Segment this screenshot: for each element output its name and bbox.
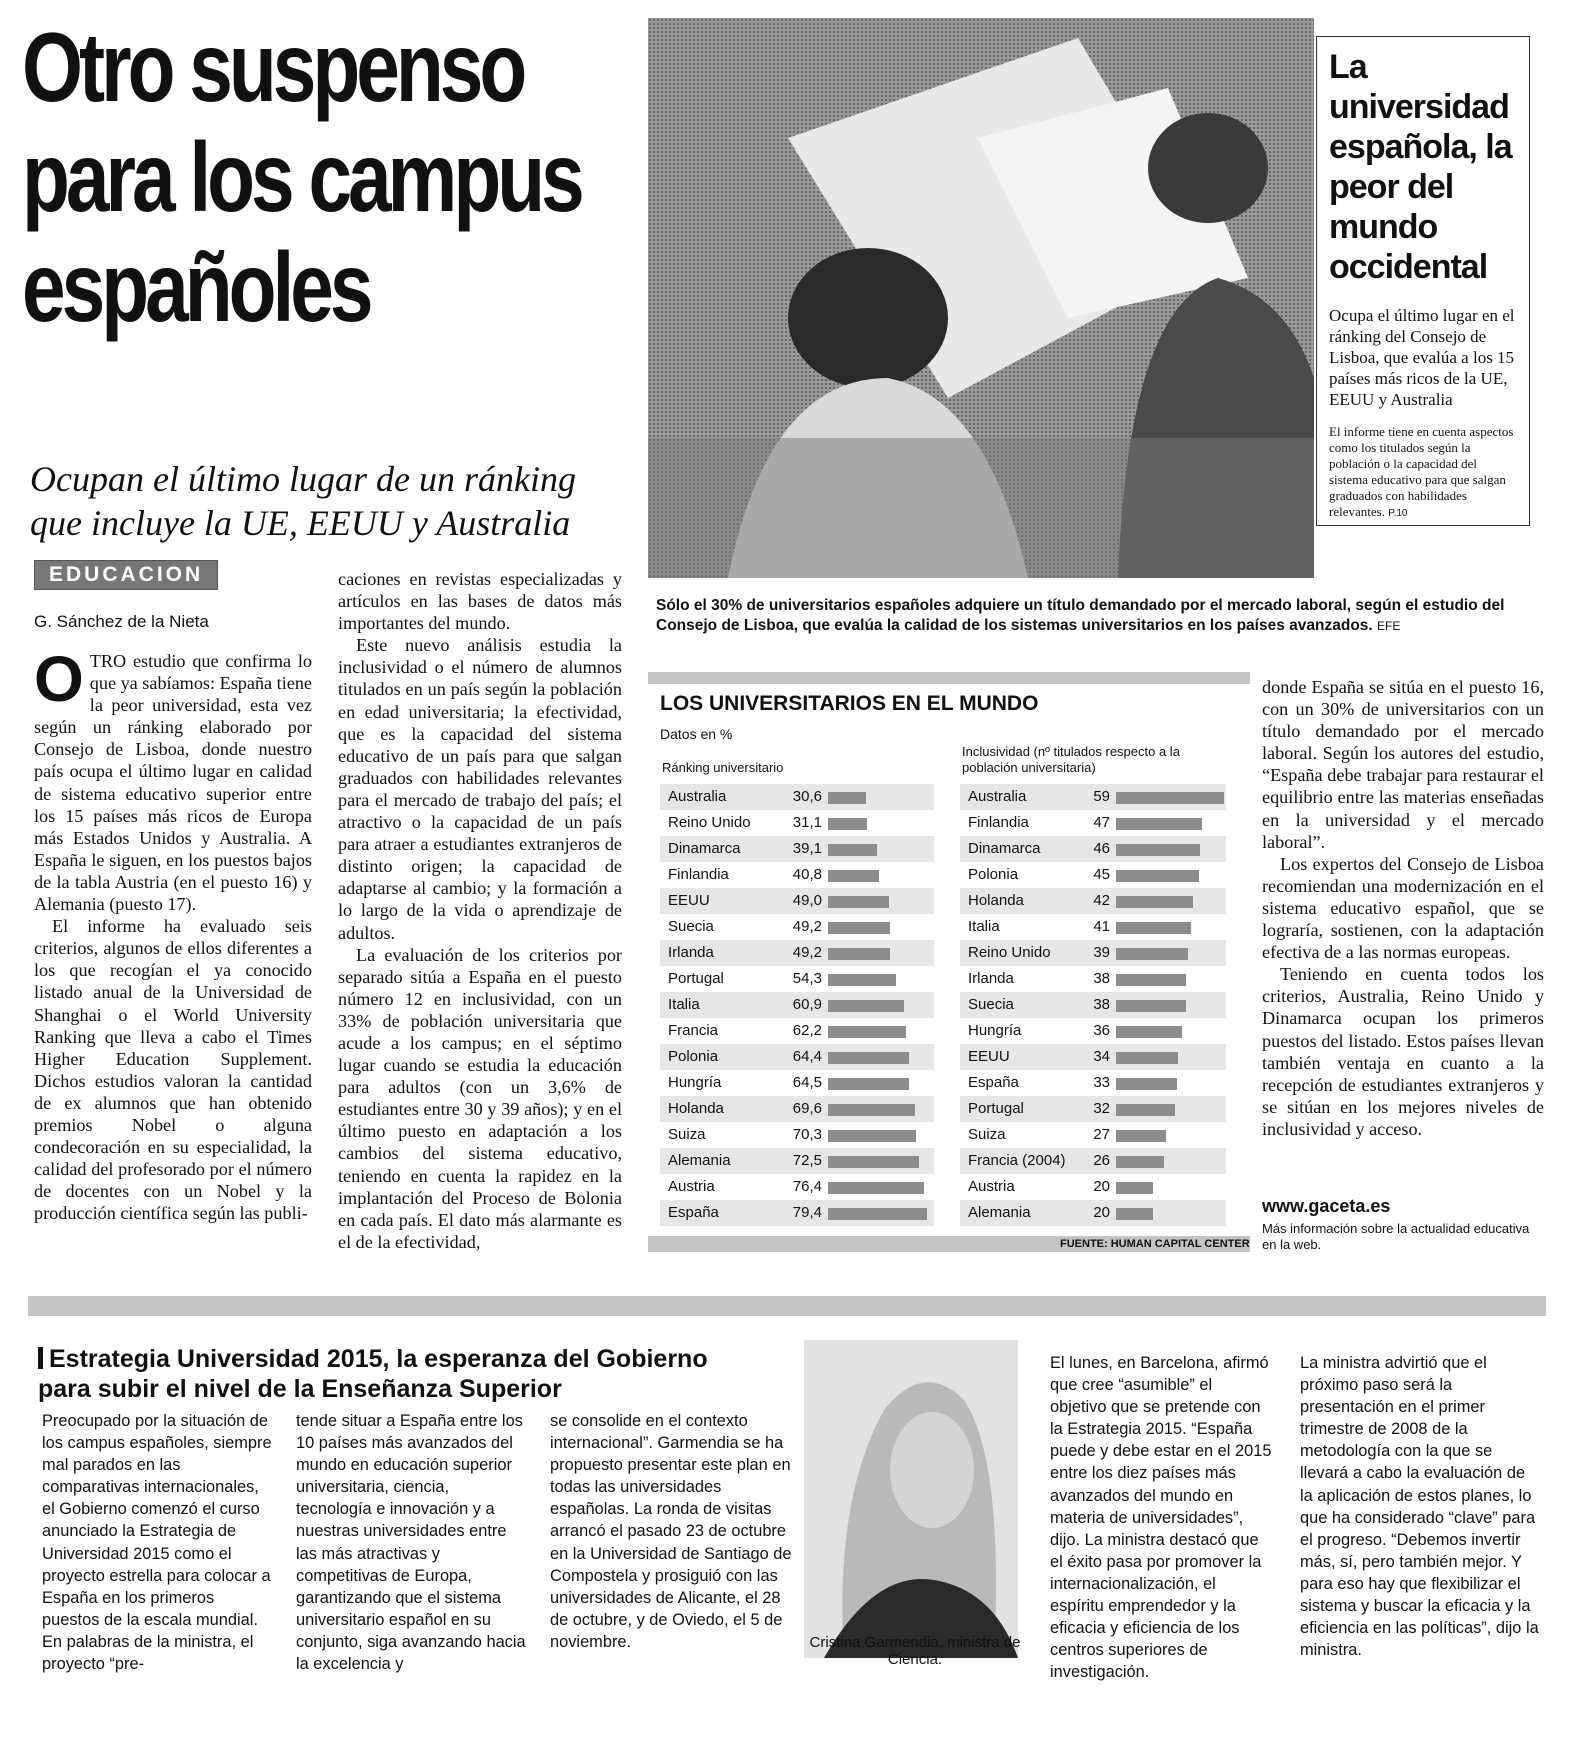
row-bar xyxy=(1116,844,1200,856)
paragraph: La ministra advirtió que el próximo paso será la presentación en el primer trimestre de 2008 de la metodología con la que se llevará a cabo la evaluación de la aplicación de estos planes, lo que ha considerado “clave” para el progreso. “Debemos invertir más, sí, pero también mejor. Y para eso hay que flexibilizar el sistema y buscar la eficacia y la eficiencia en las políticas”, dijo la ministra. xyxy=(1300,1354,1539,1660)
row-value: 33 xyxy=(1093,1074,1110,1091)
row-label: EEUU xyxy=(968,1048,1010,1065)
subheadline: Ocupan el último lugar de un ránking que incluye la UE, EEUU y Australia xyxy=(30,459,576,543)
row-label: Suiza xyxy=(968,1126,1006,1143)
bottom-headline xyxy=(38,1344,758,1404)
row-label: Finlandia xyxy=(968,814,1029,831)
row-bar xyxy=(828,948,890,960)
table-row xyxy=(660,1122,934,1148)
dropcap: O xyxy=(34,643,84,715)
row-bar xyxy=(1116,1052,1178,1064)
row-value: 39,1 xyxy=(792,840,822,857)
paragraph: caciones en revistas especializadas y artículos en las bases de datos más importantes del mundo. xyxy=(338,569,622,634)
students-photo-illustration xyxy=(648,18,1314,578)
row-label: Hungría xyxy=(668,1074,722,1091)
portrait-caption: Cristina Garmendia, ministra de Ciencia. xyxy=(809,1634,1021,1668)
row-value: 79,4 xyxy=(792,1204,822,1221)
table-row xyxy=(960,992,1226,1018)
photo-caption-text: Sólo el 30% de universitarios españoles adquiere un título demandado por el mercado laboral, según el estudio del Consejo de Lisboa, que evalúa la calidad de los sistemas universitarios en los países avanzados. xyxy=(656,597,1505,634)
row-bar xyxy=(1116,792,1224,804)
row-value: 64,4 xyxy=(792,1048,822,1065)
table-row xyxy=(660,810,934,836)
table-row xyxy=(660,1096,934,1122)
portrait-illustration xyxy=(804,1340,1018,1658)
bottom-column-1 xyxy=(42,1410,274,1675)
row-label: Finlandia xyxy=(668,866,729,883)
row-label: España xyxy=(968,1074,1019,1091)
row-label: Reino Unido xyxy=(668,814,751,831)
row-value: 76,4 xyxy=(792,1178,822,1195)
photo-credit: EFE xyxy=(1377,619,1401,633)
row-bar xyxy=(1116,818,1202,830)
row-value: 49,0 xyxy=(792,892,822,909)
article-column-2 xyxy=(338,568,622,1253)
row-value: 26 xyxy=(1093,1152,1110,1169)
row-value: 20 xyxy=(1093,1204,1110,1221)
row-bar xyxy=(1116,1156,1164,1168)
row-value: 59 xyxy=(1093,788,1110,805)
table-row xyxy=(960,1018,1226,1044)
table-row xyxy=(660,1070,934,1096)
table-row xyxy=(960,1070,1226,1096)
chart-subtitle: Datos en % xyxy=(660,726,733,742)
row-value: 38 xyxy=(1093,970,1110,987)
table-row xyxy=(660,1044,934,1070)
row-value: 60,9 xyxy=(792,996,822,1013)
table-row xyxy=(960,966,1226,992)
bottom-column-5 xyxy=(1300,1352,1540,1661)
row-label: Suiza xyxy=(668,1126,706,1143)
paragraph: Preocupado por la situación de los campus españoles, siempre mal parados en las comparativas internacionales, el Gobierno comenzó el curso anunciado la Estrategia de Universidad 2015 como el proyecto estrella para colocar a España en los primeros puestos de la escala mundial. En palabras de la ministra, el proyecto “pre- xyxy=(42,1412,272,1674)
headline-line-1: Otro suspenso xyxy=(22,12,524,122)
article-column-1 xyxy=(34,643,313,1224)
row-label: Dinamarca xyxy=(668,840,741,857)
table-row xyxy=(660,940,934,966)
row-label: Italia xyxy=(968,918,1000,935)
row-bar xyxy=(828,1026,906,1038)
row-label: Suecia xyxy=(668,918,714,935)
row-label: Holanda xyxy=(668,1100,724,1117)
section-divider xyxy=(28,1296,1546,1316)
row-bar xyxy=(828,818,867,830)
row-label: España xyxy=(668,1204,719,1221)
paragraph: donde España se sitúa en el puesto 16, con un 30% de universitarios con un título demandado por el mercado laboral. Según los autores del estudio, “España debe trabajar para restaurar el equilibrio entre las materias enseñadas en la universidad y el mercado laboral”. xyxy=(1262,677,1544,852)
paragraph: TRO estudio que confirma lo que ya sabíamos: España tiene la peor universidad, esta vez según un ránking elaborado por Consejo de Lisboa, donde nuestro país ocupa el último lugar en calidad de sistema educativo superior entre los 15 países más ricos de Europa más Estados Unidos y Australia. A España le siguen, en los puestos bajos de la tabla Austria (en el puesto 16) y Alemania (puesto 17). xyxy=(34,651,313,915)
table-row xyxy=(960,1044,1226,1070)
chart-title: LOS UNIVERSITARIOS EN EL MUNDO xyxy=(660,692,1039,715)
row-value: 41 xyxy=(1093,918,1110,935)
row-label: Portugal xyxy=(968,1100,1024,1117)
row-bar xyxy=(828,1208,927,1220)
article-column-3 xyxy=(1262,676,1544,1140)
row-bar xyxy=(1116,948,1188,960)
headline-marker xyxy=(38,1347,43,1369)
row-bar xyxy=(828,922,890,934)
sidebox-title: La universidad española, la peor del mundo occidental xyxy=(1329,48,1512,286)
paragraph: El informe ha evaluado seis criterios, algunos de ellos diferentes a los que recogían el ya conocido listado anual de la Universidad de Shanghai o el World University Ranking que lleva a cabo el Times Higher Education Supplement. Dichos estudios valoran la cantidad de ex alumnos que han obtenido premios Nobel o alguna condecoración en su especialidad, la calidad del profesorado por el número de docentes con un Nobel y la producción científica según las publi- xyxy=(34,916,312,1224)
table-row xyxy=(960,888,1226,914)
row-bar xyxy=(828,870,879,882)
row-value: 45 xyxy=(1093,866,1110,883)
row-label: Italia xyxy=(668,996,700,1013)
row-bar xyxy=(1116,1182,1153,1194)
byline: G. Sánchez de la Nieta xyxy=(34,612,209,631)
table-row xyxy=(960,1200,1226,1226)
row-value: 72,5 xyxy=(792,1152,822,1169)
row-value: 70,3 xyxy=(792,1126,822,1143)
web-promo xyxy=(1262,1196,1544,1253)
paragraph: Teniendo en cuenta todos los criterios, Australia, Reino Unido y Dinamarca ocupan los primeros puestos del listado. Estos países llevan también ventaja en cuanto a la recepción de estudiantes extranjeros y se sitúan en los mejores niveles de inclusividad y acceso. xyxy=(1262,964,1544,1139)
row-bar xyxy=(1116,922,1191,934)
table-row xyxy=(960,1122,1226,1148)
row-bar xyxy=(1116,1000,1186,1012)
paragraph: La evaluación de los criterios por separado sitúa a España en el puesto número 12 en inclusividad, con un 33% de población universitaria que acude a los campus; en el séptimo lugar cuando se estudia la educación para adultos (con un 3,6% de estudiantes entre 30 y 39 años); y en el último puesto en adaptación a los cambios del sistema educativo, teniendo en cuenta la rapidez en la implantación del Proceso de Bolonia en cada país. El dato más alarmante es el de la efectividad, xyxy=(338,944,622,1252)
row-bar xyxy=(828,1000,904,1012)
row-bar xyxy=(828,896,889,908)
row-label: Francia xyxy=(668,1022,719,1039)
row-value: 32 xyxy=(1093,1100,1110,1117)
row-label: Austria xyxy=(668,1178,715,1195)
row-value: 49,2 xyxy=(792,944,822,961)
page-ref: P.10 xyxy=(1388,508,1408,519)
row-bar xyxy=(1116,1208,1153,1220)
row-bar xyxy=(1116,1026,1182,1038)
row-value: 20 xyxy=(1093,1178,1110,1195)
row-value: 42 xyxy=(1093,892,1110,909)
row-bar xyxy=(828,1182,924,1194)
row-label: Australia xyxy=(668,788,727,805)
row-bar xyxy=(828,1052,909,1064)
row-label: Portugal xyxy=(668,970,724,987)
headline xyxy=(22,12,630,348)
chart-source: FUENTE: HUMAN CAPITAL CENTER xyxy=(1060,1238,1250,1250)
row-label: Dinamarca xyxy=(968,840,1041,857)
table-row xyxy=(660,836,934,862)
table-row xyxy=(660,1148,934,1174)
paragraph: El lunes, en Barcelona, afirmó que cree “asumible” el objetivo que se pretende con la Estrategia 2015. “España puede y debe estar en el 2015 entre los diez países más avanzados del mundo en materia de universidades”, dijo. La ministra destacó que el éxito pasa por promover la internacionalización, el espíritu emprendedor y la eficacia y eficiencia de los centros superiores de investigación. xyxy=(1050,1354,1272,1682)
row-label: Francia (2004) xyxy=(968,1152,1066,1169)
row-label: Irlanda xyxy=(968,970,1014,987)
row-label: Suecia xyxy=(968,996,1014,1013)
table-row xyxy=(960,1174,1226,1200)
table-row xyxy=(660,784,934,810)
row-bar xyxy=(828,1078,909,1090)
row-value: 36 xyxy=(1093,1022,1110,1039)
sidebox-body xyxy=(1329,424,1519,522)
row-bar xyxy=(1116,1104,1175,1116)
table-2-header: Inclusividad (nº titulados respecto a la población universitaria) xyxy=(962,744,1180,775)
row-bar xyxy=(1116,1078,1177,1090)
row-bar xyxy=(1116,1130,1166,1142)
table-row xyxy=(960,810,1226,836)
bottom-column-4 xyxy=(1050,1352,1272,1683)
row-label: Reino Unido xyxy=(968,944,1051,961)
bottom-column-2 xyxy=(296,1410,528,1675)
row-value: 47 xyxy=(1093,814,1110,831)
students-photo xyxy=(648,18,1314,578)
table-row xyxy=(960,1096,1226,1122)
table-row xyxy=(960,914,1226,940)
paragraph: Este nuevo análisis estudia la inclusividad o el número de alumnos titulados en un país según la población en edad universitaria; la efectividad, que es la capacidad del sistema educativo de un país para que salgan graduados con habilidades relevantes para el mercado de trabajo del país; el atractivo o la capacidad de un país para atraer a estudiantes extranjeros de distinto origen; la capacidad de adaptarse al cambio; y la formación a lo largo de la vida o aprendizaje de adultos. xyxy=(338,635,622,943)
bottom-column-3 xyxy=(550,1410,794,1653)
row-value: 39 xyxy=(1093,944,1110,961)
row-bar xyxy=(1116,896,1193,908)
table-row xyxy=(960,836,1226,862)
table-row xyxy=(960,940,1226,966)
table-row xyxy=(960,784,1226,810)
row-value: 31,1 xyxy=(792,814,822,831)
row-value: 54,3 xyxy=(792,970,822,987)
row-value: 34 xyxy=(1093,1048,1110,1065)
headline-line-3: españoles xyxy=(22,232,370,342)
row-label: Polonia xyxy=(668,1048,719,1065)
table-row xyxy=(660,862,934,888)
web-url[interactable]: www.gaceta.es xyxy=(1262,1196,1391,1216)
row-label: Alemania xyxy=(668,1152,731,1169)
row-label: Irlanda xyxy=(668,944,714,961)
row-bar xyxy=(828,1130,916,1142)
row-bar xyxy=(828,844,877,856)
row-bar xyxy=(828,974,896,986)
paragraph: tende situar a España entre los 10 países más avanzados del mundo en educación superior universitaria, ciencia, tecnología e innovación y a nuestras universidades entre las más atractivas y competitivas de Europa, garantizando que el sistema universitario español en su conjunto, siga avanzando hacia la excelencia y xyxy=(296,1412,526,1674)
paragraph: Los expertos del Consejo de Lisboa recomiendan una modernización en el sistema educativo español, que se lograría, sostienen, con la adaptación efectiva de a las normas europeas. xyxy=(1262,853,1544,963)
table-row xyxy=(660,888,934,914)
sidebox-body-text: El informe tiene en cuenta aspectos como los titulados según la población o la capacidad del sistema educativo para que salgan graduados con habilidades relevantes. xyxy=(1329,424,1514,519)
row-bar xyxy=(1116,974,1186,986)
section-tag: EDUCACION xyxy=(34,560,218,590)
row-label: Alemania xyxy=(968,1204,1031,1221)
table-row xyxy=(660,1174,934,1200)
headline-line-2: para los campus xyxy=(22,122,581,232)
inclusividad-table xyxy=(960,784,1226,1226)
row-bar xyxy=(828,1104,915,1116)
row-value: 38 xyxy=(1093,996,1110,1013)
table-row xyxy=(960,1148,1226,1174)
row-label: Holanda xyxy=(968,892,1024,909)
table-row xyxy=(660,966,934,992)
table-1-header: Ránking universitario xyxy=(662,760,784,775)
row-bar xyxy=(828,792,866,804)
row-value: 30,6 xyxy=(792,788,822,805)
row-value: 40,8 xyxy=(792,866,822,883)
row-value: 62,2 xyxy=(792,1022,822,1039)
row-bar xyxy=(828,1156,919,1168)
table-row xyxy=(660,1018,934,1044)
bottom-headline-text: Estrategia Universidad 2015, la esperanza del Gobierno para subir el nivel de la Enseñanza Superior xyxy=(38,1345,708,1403)
table-row xyxy=(660,914,934,940)
row-label: Hungría xyxy=(968,1022,1022,1039)
table-row xyxy=(660,1200,934,1226)
row-value: 64,5 xyxy=(792,1074,822,1091)
row-value: 27 xyxy=(1093,1126,1110,1143)
row-label: Australia xyxy=(968,788,1027,805)
table-row xyxy=(660,992,934,1018)
sidebox-lead: Ocupa el último lugar en el ránking del Consejo de Lisboa, que evalúa a los 15 países más ricos de la UE, EEUU y Australia xyxy=(1329,306,1515,409)
row-value: 49,2 xyxy=(792,918,822,935)
promo-sidebox xyxy=(1316,36,1530,526)
web-text: Más información sobre la actualidad educativa en la web. xyxy=(1262,1221,1530,1252)
photo-caption xyxy=(656,596,1546,636)
table-row xyxy=(960,862,1226,888)
row-label: EEUU xyxy=(668,892,710,909)
minister-portrait xyxy=(804,1340,1018,1658)
row-label: Austria xyxy=(968,1178,1015,1195)
ranking-table xyxy=(660,784,934,1226)
paragraph: se consolide en el contexto internacional”. Garmendia se ha propuesto presentar este plan en todas las universidades españolas. La ronda de visitas arrancó el pasado 23 de octubre en la Universidad de Santiago de Compostela y prosiguió con las universidades de Alicante, el 28 de octubre, y de Oviedo, el 5 de noviembre. xyxy=(550,1412,792,1651)
row-bar xyxy=(1116,870,1199,882)
row-label: Polonia xyxy=(968,866,1019,883)
row-value: 46 xyxy=(1093,840,1110,857)
row-value: 69,6 xyxy=(792,1100,822,1117)
chart-top-bar xyxy=(648,672,1250,684)
